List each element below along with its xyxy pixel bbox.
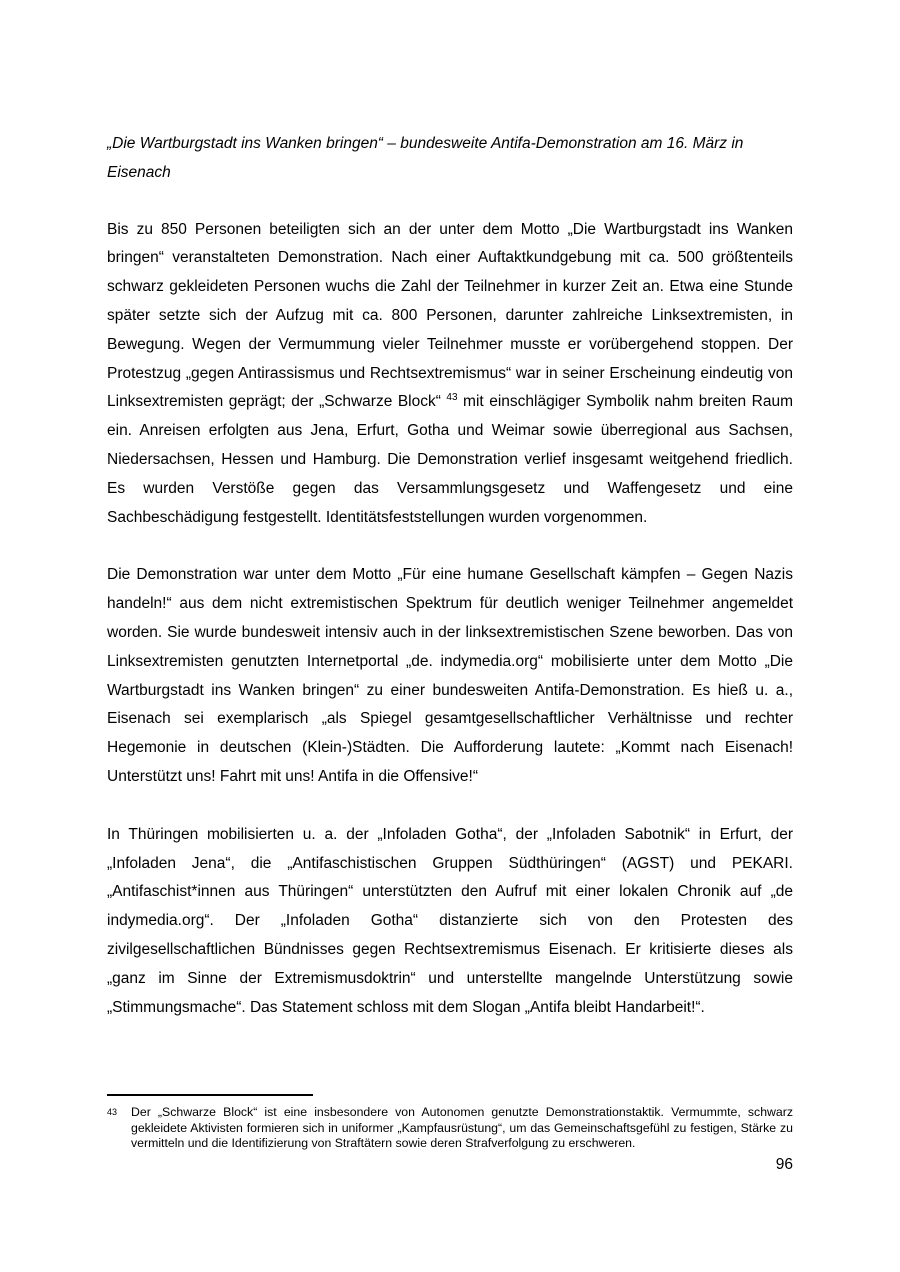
paragraph-3: In Thüringen mobilisierten u. a. der „Infoladen Gotha“, der „Infoladen Sabotnik“ in Erfurt, der „Infoladen Jena“, die „Antifaschistischen Gruppen Südthüringen“ (AGST) und PEKARI. „Antifaschist*innen aus Thüringen“ unterstützten den Aufruf mit einer lokalen Chronik auf „de indymedia.org“. Der „Infoladen Gotha“ distanzierte sich von den Protesten des zivilgesellschaftlichen Bündnisses gegen Rechtsextremismus Eisenach. Er kritisierte dieses als „ganz im Sinne der Extremismusdoktrin“ und unterstellte mangelnde Unterstützung sowie „Stimmungsmache“. Das Statement schloss mit dem Slogan „Antifa bleibt Handarbeit!“. [107,825,793,1016]
paragraph-2: Die Demonstration war unter dem Motto „Für eine humane Gesellschaft kämpfen – Gegen Nazis handeln!“ aus dem nicht extremistischen Spektrum für deutlich weniger Teilnehmer angemeldet worden. Sie wurde bundesweit intensiv auch in der linksextremistischen Szene beworben. Das von Linksextremisten genutzten Internetportal „de. indymedia.org“ mobilisierte unter dem Motto „Die Wartburgstadt ins Wanken bringen“ zu einer bundesweiten Antifa-Demonstration. Es hieß u. a., Eisenach sei exemplarisch „als Spiegel gesamtgesellschaftlicher Verhältnisse und rechter Hegemonie in deutschen (Klein-)Städten. Die Aufforderung lautete: „Kommt nach Eisenach! Unterstützt uns! Fahrt mit uns! Antifa in die Offensive!“ [107,566,793,785]
footnote-43 [107,1105,793,1152]
paragraph-1-text-after-ref: mit einschlägiger Symbolik nahm breiten Raum ein. Anreisen erfolgten aus Jena, Erfurt, Gotha und Weimar sowie überregional aus Sachsen, Niedersachsen, Hessen und Hamburg. Die Demonstration verlief insgesamt weitgehend friedlich. Es wurden Verstöße gegen das Versammlungsgesetz und Waffengesetz und eine Sachbeschädigung festgestellt. Identitätsfeststellungen wurden vorgenommen. [107,393,793,526]
footnote-number: 43 [107,1107,118,1117]
section-heading: „Die Wartburgstadt ins Wanken bringen“ – bundesweite Antifa-Demonstration am 16. März in Eisenach [107,135,744,181]
body-text [107,130,793,1051]
footnote-area [107,1094,793,1152]
footnote-ref-43: 43 [446,392,458,404]
paragraph-1-text-before-ref: Bis zu 850 Personen beteiligten sich an der unter dem Motto „Die Wartburgstadt ins Wanken bringen“ veranstalteten Demonstration. Nach einer Auftaktkundgebung mit ca. 500 größtenteils schwarz gekleideten Personen wuchs die Zahl der Teilnehmer in kurzer Zeit an. Etwa eine Stunde später setzte sich der Aufzug mit ca. 800 Personen, darunter zahlreiche Linksextremisten, in Bewegung. Wegen der Vermummung vieler Teilnehmer musste er vorübergehend stoppen. Der Protestzug „gegen Antirassismus und Rechtsextremismus“ war in seiner Erscheinung eindeutig von Linksextremisten geprägt; der „Schwarze Block“ [107,220,793,411]
paragraph-1 [107,216,793,533]
footnote-text: Der „Schwarze Block“ ist eine insbesondere von Autonomen genutzte Demonstrationstaktik. Vermummte, schwarz gekleidete Aktivisten formieren sich in uniformer „Kampfausrüstung“, um das Gemeinschaftsgefühl zu festigen, Stärke zu vermitteln und die Identifizierung von Straftätern sowie deren Strafverfolgung zu erschweren. [131,1105,793,1151]
footnote-divider [107,1094,313,1096]
page-number: 96 [775,1156,793,1173]
